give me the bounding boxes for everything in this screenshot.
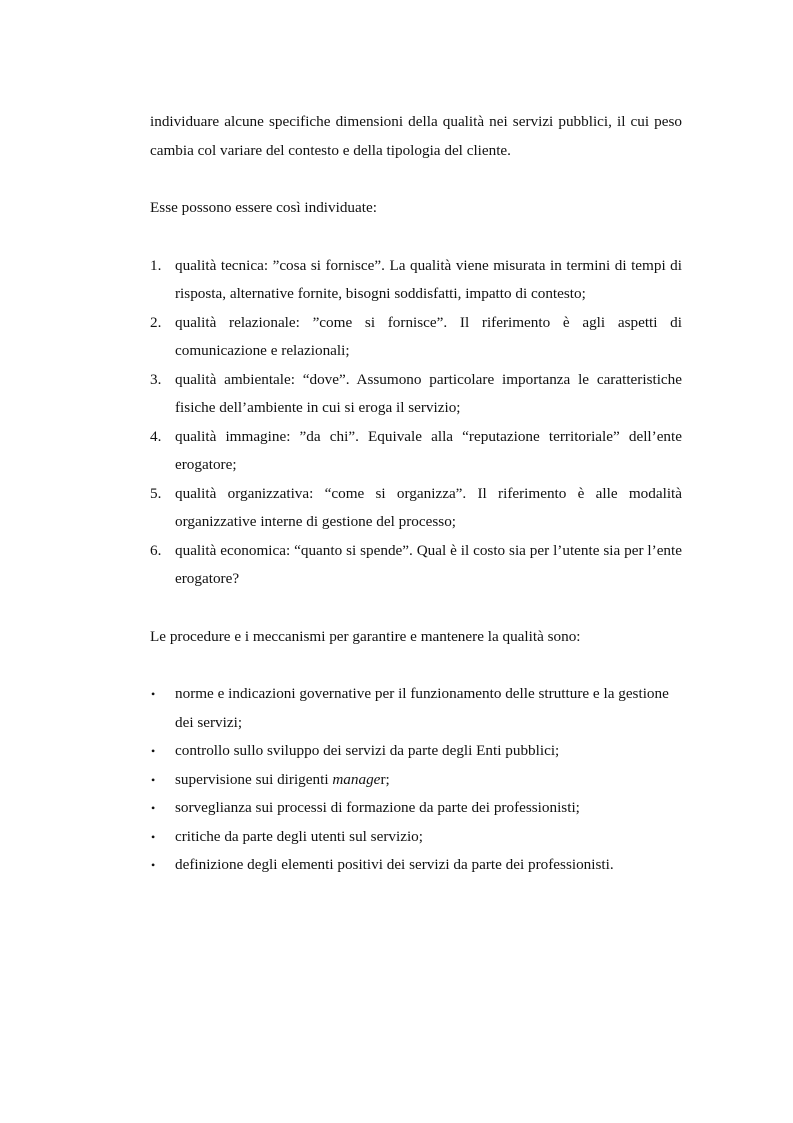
bullet-list-lead: Le procedure e i meccanismi per garantire e mantenere la qualità sono: — [150, 627, 581, 645]
bullet-icon: • — [151, 801, 156, 815]
list-item — [150, 794, 682, 823]
spacer — [150, 223, 682, 252]
list-item — [150, 480, 682, 537]
list-item — [150, 737, 682, 766]
spacer — [150, 594, 682, 623]
list-item-text: qualità ambientale: “dove”. Assumono particolare importanza le caratteristiche fisiche dell’ambiente in cui si eroga il servizio; — [175, 370, 682, 416]
bullet-icon: • — [151, 829, 156, 844]
list-item-text: definizione degli elementi positivi dei servizi da parte dei professionisti. — [175, 856, 614, 873]
list-item-text: norme e indicazioni governative per il funzionamento delle strutture e la gestione dei servizi; — [175, 685, 669, 731]
numbered-list-lead: Esse possono essere così individuate: — [150, 199, 377, 216]
list-item-text: qualità tecnica: ”cosa si fornisce”. La qualità viene misurata in termini di tempi di risposta, alternative fornite, bisogni soddisfatti, impatto di contesto; — [175, 256, 682, 302]
spacer — [150, 165, 682, 194]
list-item-text: qualità economica: “quanto si spende”. Qual è il costo sia per l’utente sia per l’ente erogatore? — [175, 541, 682, 587]
bullet-icon: • — [151, 687, 156, 701]
document-page — [150, 108, 682, 880]
list-item-text: critiche da parte degli utenti sul servizio; — [175, 827, 423, 845]
list-item-text: qualità organizzativa: “come si organizza”. Il riferimento è alle modalità organizzative interne di gestione del processo; — [175, 484, 682, 530]
list-item — [150, 766, 682, 795]
list-item — [150, 309, 682, 366]
spacer — [150, 651, 682, 680]
list-item-text: qualità immagine: ”da chi”. Equivale alla “reputazione territoriale” dell’ente erogatore; — [175, 427, 682, 473]
list-item — [150, 537, 682, 594]
list-item-text-before: supervisione sui dirigenti — [175, 770, 333, 788]
list-item — [150, 423, 682, 480]
list-number: 6. — [150, 541, 162, 559]
list-number: 2. — [150, 313, 162, 331]
procedures-list — [150, 680, 682, 880]
list-item — [150, 680, 682, 737]
list-item-text: controllo sullo sviluppo dei servizi da parte degli Enti pubblici; — [175, 742, 560, 759]
list-number: 1. — [150, 256, 162, 274]
list-item — [150, 366, 682, 423]
list-item-text-italic: manage — [332, 770, 381, 788]
list-number: 4. — [150, 427, 162, 445]
quality-dimensions-list — [150, 252, 682, 594]
bullet-icon: • — [151, 744, 156, 758]
list-item-text: qualità relazionale: ”come si fornisce”. Il riferimento è agli aspetti di comunicazione e relazionali; — [175, 313, 682, 359]
list-item — [150, 851, 682, 880]
bullet-icon: • — [151, 772, 156, 787]
list-number: 3. — [150, 370, 162, 388]
list-number: 5. — [150, 484, 162, 502]
intro-paragraph: individuare alcune specifiche dimensioni della qualità nei servizi pubblici, il cui peso cambia col variare del contesto e della tipologia del cliente. — [150, 113, 682, 159]
bullet-icon: • — [151, 858, 156, 872]
list-item-text-after: r; — [380, 770, 390, 788]
list-item — [150, 252, 682, 309]
list-item-text: sorveglianza sui processi di formazione da parte dei professionisti; — [175, 799, 580, 816]
list-item — [150, 823, 682, 852]
